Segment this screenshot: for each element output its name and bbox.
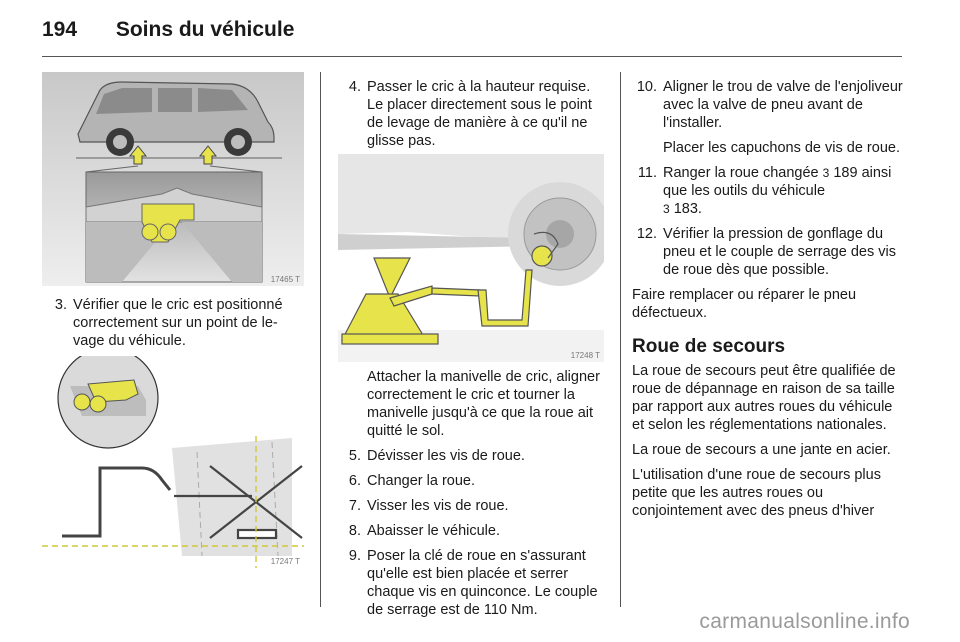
step-number: 7. <box>348 498 361 514</box>
column-2-bottom <box>336 368 606 626</box>
step-text: Visser les vis de roue. <box>367 498 509 514</box>
step-10-note: Placer les capuchons de vis de roue. <box>663 140 900 156</box>
car-jack-points-illustration <box>42 72 304 286</box>
step-3 <box>42 296 304 357</box>
page-reference-icon: 3 <box>822 166 830 180</box>
scissor-jack-crank-illustration <box>338 154 604 362</box>
step-text: Vérifier que le cric est positionné correctement sur un point de levage du véhicule. <box>73 297 283 349</box>
step-number: 4. <box>348 79 361 95</box>
column-divider <box>620 72 621 607</box>
page-number: 194 <box>42 18 78 41</box>
step-text: Dévisser les vis de roue. <box>367 448 525 464</box>
step-number: 10. <box>636 79 657 95</box>
column-divider <box>320 72 321 607</box>
step-number: 11. <box>637 165 657 181</box>
step-text: Vérifier la pression de gonflage du pneu et le couple de serrage des vis de roue dès que possible. <box>663 226 896 278</box>
figure-code: 17248 T <box>570 351 600 360</box>
column-2-top <box>336 78 606 157</box>
section-heading: Roue de secours <box>632 336 786 357</box>
figure-code: 17247 T <box>270 557 300 566</box>
header-rule <box>42 56 902 57</box>
paragraph: La roue de secours peut être qualifiée de roue de dépannage en raison de sa taille par rapport aux autres roues du véhicule et selon les réglementations nationales. <box>632 363 896 433</box>
step-text: Aligner le trou de valve de l'enjoliveur avec la valve de pneu avant de l'installer. <box>663 79 903 131</box>
step-text: Changer la roue. <box>367 473 476 489</box>
step-number: 12. <box>636 226 657 242</box>
step-4-note: Attacher la manivelle de cric, aligner correctement le cric et tourner la manivelle jusqu'à ce que la roue ait quitté le sol. <box>367 369 600 439</box>
page-reference[interactable]: 189 <box>833 165 858 181</box>
watermark: carmanualsonline.info <box>699 610 910 633</box>
step-number: 8. <box>348 523 361 539</box>
step-number: 6. <box>348 473 361 489</box>
step-text: ainsi que les outils du véhicule <box>663 165 892 199</box>
step-text: Poser la clé de roue en s'assurant qu'elle est bien placée et serrer chaque vis en quinconce. Le couple de serrage est de 110 Nm. <box>367 548 598 618</box>
step-text: Ranger la roue changée <box>663 165 819 181</box>
step-number: 3. <box>54 297 67 313</box>
paragraph: Faire remplacer ou réparer le pneu défectueux. <box>632 287 857 321</box>
column-3 <box>632 78 904 527</box>
step-number: 5. <box>348 448 361 464</box>
figure-code: 17465 T <box>270 275 300 284</box>
paragraph: L'utilisation d'une roue de secours plus petite que les autres roues ou conjointement avec des pneus d'hiver <box>632 467 881 519</box>
page-title: Soins du véhicule <box>115 18 295 41</box>
page-reference[interactable]: 183. <box>673 201 702 217</box>
page-header <box>42 18 294 42</box>
page-reference-icon: 3 <box>663 202 670 216</box>
step-text: Passer le cric à la hauteur requise. Le placer directement sous le point de levage de manière à ce qu'il ne glisse pas. <box>367 79 592 149</box>
step-number: 9. <box>348 548 361 564</box>
jack-positioned-illustration <box>42 356 304 568</box>
step-text: Abaisser le véhicule. <box>367 523 500 539</box>
paragraph: La roue de secours a une jante en acier. <box>632 442 891 458</box>
